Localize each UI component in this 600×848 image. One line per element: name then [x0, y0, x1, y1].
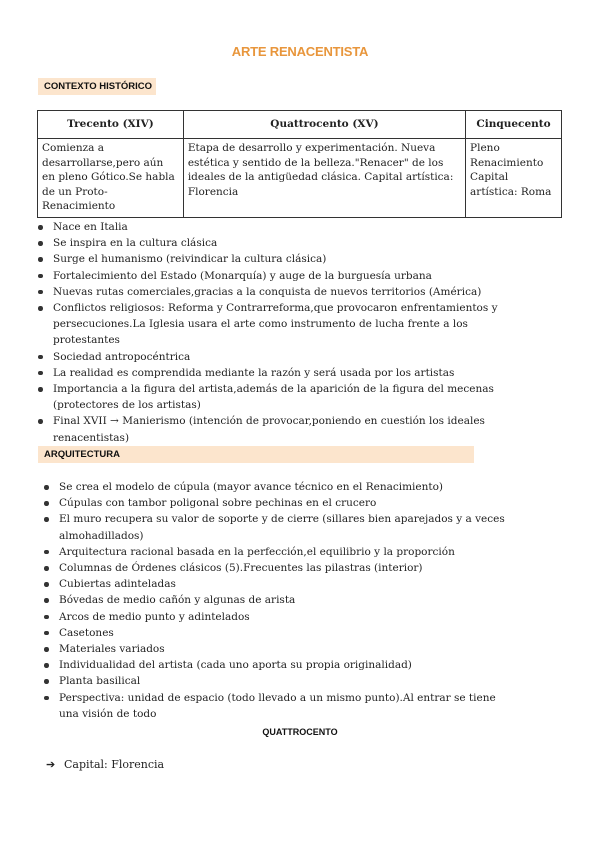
- table-cell-trecento: Comienza a desarrollarse,pero aún en pleno Gótico.Se habla de un Proto-Renacimiento: [38, 139, 184, 218]
- table-cell-cinquecento: Pleno Renacimiento Capital artística: Roma: [466, 139, 562, 218]
- bullet-icon: [44, 598, 49, 603]
- arrow-list-item: [46, 758, 164, 771]
- list-item: [42, 592, 512, 608]
- list-item-text: Planta basilical: [59, 675, 141, 688]
- list-item-text: Perspectiva: unidad de espacio (todo llevado a un mismo punto).Al entrar se tiene una visión de todo: [59, 691, 496, 720]
- list-item: [42, 673, 512, 689]
- list-item: [36, 349, 526, 365]
- bullet-icon: [38, 371, 43, 376]
- list-item-text: Conflictos religiosos: Reforma y Contrarreforma,que provocaron enfrentamientos y persecuciones.La Iglesia usara el arte como instrumento de lucha frente a los protestantes: [53, 302, 498, 347]
- list-item-text: Nuevas rutas comerciales,gracias a la conquista de nuevos territorios (América): [53, 285, 482, 298]
- section-heading-contexto: CONTEXTO HISTÓRICO: [38, 78, 156, 95]
- bullet-icon: [44, 485, 49, 490]
- bullet-icon: [38, 225, 43, 230]
- list-item-text: Fortalecimiento del Estado (Monarquía) y auge de la burguesía urbana: [53, 269, 432, 282]
- list-item: [36, 300, 526, 349]
- list-item: [36, 413, 526, 445]
- list-item-text: Materiales variados: [59, 643, 165, 656]
- list-item-text: Se inspira en la cultura clásica: [53, 237, 218, 250]
- list-item-text: Cúpulas con tambor poligonal sobre pechinas en el crucero: [59, 497, 377, 510]
- table-header-row: [38, 111, 562, 139]
- list-item-text: Importancia a la figura del artista,además de la aparición de la figura del mecenas (protectores de los artistas): [53, 383, 494, 412]
- list-item-text: Casetones: [59, 626, 114, 639]
- list-item: [42, 544, 512, 560]
- list-item: [36, 219, 526, 235]
- bullet-icon: [38, 241, 43, 246]
- bullet-icon: [44, 696, 49, 701]
- list-item-text: Arcos de medio punto y adintelados: [59, 610, 250, 623]
- list-item: [42, 625, 512, 641]
- bullet-icon: [44, 647, 49, 652]
- table-header: Quattrocento (XV): [183, 111, 465, 139]
- list-item-text: Columnas de Órdenes clásicos (5).Frecuentes las pilastras (interior): [59, 562, 423, 575]
- periods-table: [37, 110, 562, 218]
- arquitectura-bullet-list: [42, 479, 512, 722]
- list-item: [36, 235, 526, 251]
- bullet-icon: [38, 306, 43, 311]
- bullet-icon: [44, 517, 49, 522]
- list-item-text: Se crea el modelo de cúpula (mayor avance técnico en el Renacimiento): [59, 481, 444, 493]
- list-item: [42, 690, 512, 722]
- list-item: [36, 284, 526, 300]
- list-item-text: Nace en Italia: [53, 221, 128, 233]
- bullet-icon: [38, 355, 43, 360]
- list-item-text: Arquitectura racional basada en la perfección,el equilibrio y la proporción: [59, 545, 455, 558]
- bullet-icon: [44, 501, 49, 506]
- list-item: [42, 479, 512, 495]
- list-item: [42, 495, 512, 511]
- table-row: [38, 139, 562, 218]
- list-item: [36, 381, 526, 413]
- bullet-icon: [44, 615, 49, 620]
- bullet-icon: [38, 257, 43, 262]
- list-item-text: El muro recupera su valor de soporte y de cierre (sillares bien aparejados y a veces almohadillados): [59, 513, 505, 542]
- list-item: [42, 576, 512, 592]
- list-item: [36, 268, 526, 284]
- list-item-text: Cubiertas adinteladas: [59, 578, 176, 591]
- table-cell-quattrocento: Etapa de desarrollo y experimentación. Nueva estética y sentido de la belleza."Renacer" de los ideales de la antigüedad clásica. Capital artística: Florencia: [183, 139, 465, 218]
- table-header: Trecento (XIV): [38, 111, 184, 139]
- bullet-icon: [38, 274, 43, 279]
- arrow-right-icon: ➔: [46, 758, 56, 771]
- bullet-icon: [38, 387, 43, 392]
- section-heading-arquitectura: ARQUITECTURA: [38, 446, 474, 463]
- bullet-icon: [44, 550, 49, 555]
- list-item: [42, 560, 512, 576]
- subheading-quattrocento: QUATTROCENTO: [262, 727, 338, 737]
- bullet-icon: [44, 582, 49, 587]
- list-item: [42, 609, 512, 625]
- list-item: [36, 251, 526, 267]
- list-item-text: Surge el humanismo (reivindicar la cultura clásica): [53, 253, 327, 266]
- list-item-text: Sociedad antropocéntrica: [53, 350, 191, 363]
- bullet-icon: [38, 419, 43, 424]
- list-item: [42, 641, 512, 657]
- document-title: ARTE RENACENTISTA: [231, 44, 369, 59]
- bullet-icon: [44, 679, 49, 684]
- list-item-text: Final XVII → Manierismo (intención de provocar,poniendo en cuestión los ideales renacentistas): [53, 415, 485, 444]
- list-item-text: Individualidad del artista (cada uno aporta su propia originalidad): [59, 659, 412, 672]
- list-item: [42, 657, 512, 673]
- list-item-text: La realidad es comprendida mediante la razón y será usada por los artistas: [53, 366, 455, 379]
- contexto-bullet-list: [36, 219, 526, 446]
- bullet-icon: [44, 566, 49, 571]
- bullet-icon: [44, 631, 49, 636]
- list-item: [42, 511, 512, 543]
- table-header: Cinquecento: [466, 111, 562, 139]
- bullet-icon: [44, 663, 49, 668]
- list-item-text: Bóvedas de medio cañón y algunas de arista: [59, 594, 296, 607]
- list-item: [36, 365, 526, 381]
- bullet-icon: [38, 290, 43, 295]
- arrow-item-text: Capital: Florencia: [64, 758, 165, 771]
